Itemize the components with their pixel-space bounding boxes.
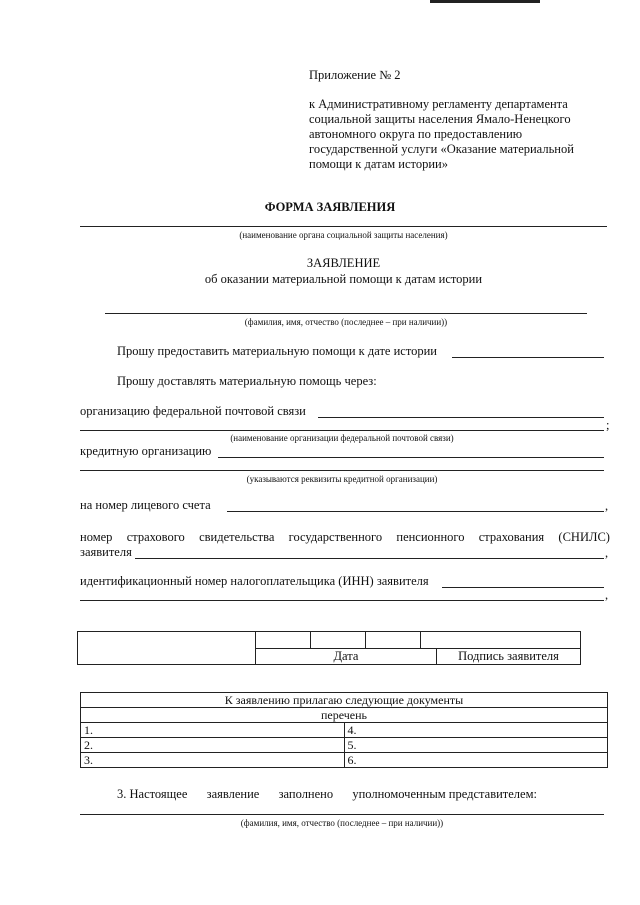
org-name-field[interactable] — [80, 226, 607, 227]
snils-word-5: пенсионного — [396, 530, 465, 544]
account-label: на номер лицевого счета — [80, 498, 211, 512]
credit-caption: (указываются реквизиты кредитной организации) — [246, 474, 438, 484]
snils-line — [80, 530, 610, 545]
postal-semicolon: ; — [606, 418, 610, 432]
rep-word-3: заполнено — [278, 787, 334, 801]
appendix-line-4: государственной услуги «Оказание материальной — [309, 142, 574, 156]
documents-table — [80, 692, 608, 768]
date-cell-divider-2 — [365, 632, 366, 648]
credit-org-field-line2[interactable] — [80, 470, 604, 471]
credit-label: кредитную организацию — [80, 444, 212, 458]
documents-header: К заявлению прилагаю следующие документы — [81, 693, 608, 708]
snils-word-7: (СНИЛС) — [558, 530, 610, 544]
rep-word-2: заявление — [206, 787, 260, 801]
inn-field-line2[interactable] — [80, 600, 604, 601]
inn-field[interactable] — [442, 587, 604, 588]
snils-word-6: страхования — [478, 530, 545, 544]
org-caption: (наименование органа социальной защиты населения) — [239, 230, 448, 240]
documents-subheader: перечень — [81, 708, 608, 723]
delivery-line: Прошу доставлять материальную помощь через: — [117, 374, 377, 388]
fio-caption: (фамилия, имя, отчество (последнее – при наличии)) — [244, 317, 448, 327]
document-item[interactable]: 4. — [344, 723, 608, 738]
snils-word-1: номер — [80, 530, 113, 544]
document-item[interactable]: 3. — [81, 753, 345, 768]
rep-caption: (фамилия, имя, отчество (последнее – при наличии)) — [240, 818, 444, 828]
appendix-line-5: помощи к датам истории» — [309, 157, 448, 171]
appendix-line-2: социальной защиты населения Ямало-Ненецкого — [309, 112, 571, 126]
form-title: ФОРМА ЗАЯВЛЕНИЯ — [264, 200, 396, 214]
date-label: Дата — [333, 649, 359, 663]
applicant-fio-field[interactable] — [105, 313, 587, 314]
credit-org-field[interactable] — [218, 457, 604, 458]
postal-org-field-line2[interactable] — [80, 430, 604, 431]
history-date-field[interactable] — [452, 357, 604, 358]
document-item[interactable]: 6. — [344, 753, 608, 768]
snils-word-2: страхового — [126, 530, 185, 544]
postal-caption: (наименование организации федеральной почтовой связи) — [230, 433, 454, 443]
snils-comma: , — [605, 546, 609, 560]
rep-word-1: 3. Настоящее — [117, 787, 188, 801]
inn-label: идентификационный номер налогоплательщика (ИНН) заявителя — [80, 574, 429, 588]
snils-applicant-label: заявителя — [80, 545, 132, 559]
statement-title: ЗАЯВЛЕНИЕ — [306, 256, 381, 270]
document-item[interactable]: 5. — [344, 738, 608, 753]
postal-label: организацию федеральной почтовой связи — [80, 404, 306, 418]
snils-field[interactable] — [135, 558, 604, 559]
statement-subtitle: об оказании материальной помощи к датам истории — [204, 272, 483, 286]
date-cell-divider-3 — [420, 632, 421, 648]
signature-table — [77, 631, 581, 665]
snils-word-4: государственного — [288, 530, 383, 544]
scan-artifact — [430, 0, 540, 3]
account-comma: , — [605, 499, 609, 513]
account-number-field[interactable] — [227, 511, 604, 512]
signature-label: Подпись заявителя — [458, 649, 559, 663]
rep-word-4: уполномоченным представителем: — [352, 787, 537, 801]
document-item[interactable]: 2. — [81, 738, 345, 753]
appendix-title: Приложение № 2 — [309, 68, 401, 82]
inn-comma: , — [605, 588, 609, 602]
appendix-line-1: к Административному регламенту департамента — [309, 97, 568, 111]
representative-line — [117, 787, 537, 802]
representative-fio-field[interactable] — [80, 814, 604, 815]
postal-org-field[interactable] — [318, 417, 604, 418]
date-cell-divider-1 — [310, 632, 311, 648]
request-line: Прошу предоставить материальную помощи к дате истории — [117, 344, 437, 358]
document-item[interactable]: 1. — [81, 723, 345, 738]
appendix-line-3: автономного округа по предоставлению — [309, 127, 523, 141]
snils-word-3: свидетельства — [199, 530, 275, 544]
